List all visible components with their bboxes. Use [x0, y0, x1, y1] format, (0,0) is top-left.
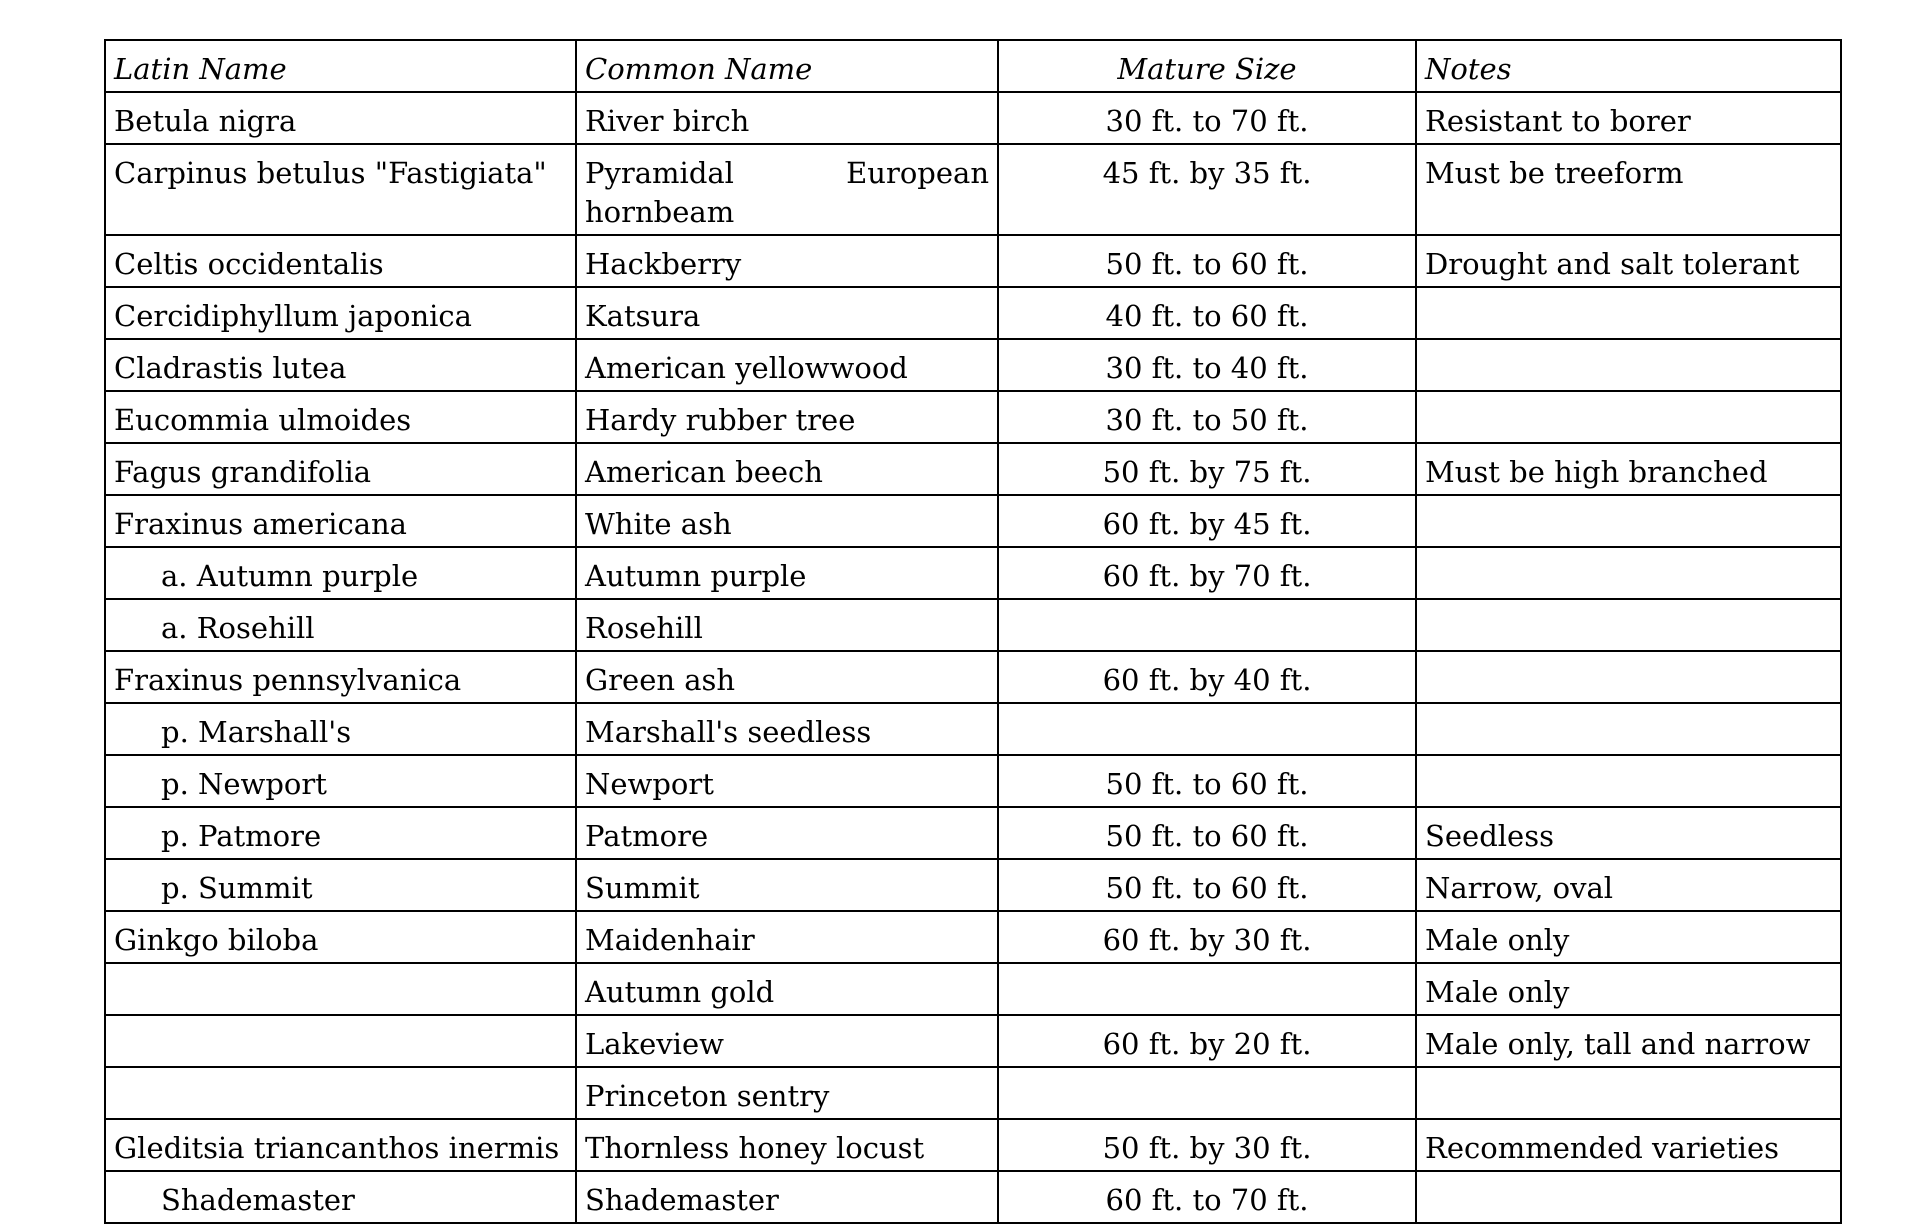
mature-size-cell	[998, 1067, 1416, 1119]
common-name-cell: Shademaster	[576, 1171, 998, 1223]
table-row	[105, 1067, 1841, 1119]
mature-size-cell: 40 ft. to 60 ft.	[998, 287, 1416, 339]
mature-size-cell: 60 ft. to 70 ft.	[998, 1171, 1416, 1223]
latin-name-cell: p. Newport	[105, 755, 576, 807]
latin-name-cell: Ginkgo biloba	[105, 911, 576, 963]
latin-name-cell: Fraxinus pennsylvanica	[105, 651, 576, 703]
mature-size-cell: 50 ft. to 60 ft.	[998, 755, 1416, 807]
notes-cell: Male only, tall and narrow	[1416, 1015, 1841, 1067]
common-name-cell: Patmore	[576, 807, 998, 859]
common-name-cell: Princeton sentry	[576, 1067, 998, 1119]
mature-size-cell: 50 ft. by 75 ft.	[998, 443, 1416, 495]
notes-cell: Resistant to borer	[1416, 92, 1841, 144]
latin-name-cell	[105, 963, 576, 1015]
notes-cell	[1416, 755, 1841, 807]
notes-cell	[1416, 1171, 1841, 1223]
notes-cell: Male only	[1416, 963, 1841, 1015]
latin-name-cell: a. Autumn purple	[105, 547, 576, 599]
latin-name-cell: Eucommia ulmoides	[105, 391, 576, 443]
common-name-cell: River birch	[576, 92, 998, 144]
latin-name-cell: Celtis occidentalis	[105, 235, 576, 287]
common-name-cell: Marshall's seedless	[576, 703, 998, 755]
table-row	[105, 911, 1841, 963]
mature-size-cell: 60 ft. by 45 ft.	[998, 495, 1416, 547]
mature-size-cell: 30 ft. to 50 ft.	[998, 391, 1416, 443]
common-name-cell: Pyramidal European hornbeam	[576, 144, 998, 235]
table-row	[105, 391, 1841, 443]
header-common-name: Common Name	[576, 40, 998, 92]
notes-cell	[1416, 599, 1841, 651]
notes-cell: Male only	[1416, 911, 1841, 963]
latin-name-cell: Fagus grandifolia	[105, 443, 576, 495]
table-row	[105, 859, 1841, 911]
common-name-cell: Katsura	[576, 287, 998, 339]
table-row	[105, 1171, 1841, 1223]
tree-species-table	[104, 39, 1842, 1224]
table-row	[105, 599, 1841, 651]
header-notes: Notes	[1416, 40, 1841, 92]
notes-cell: Seedless	[1416, 807, 1841, 859]
common-name-cell: White ash	[576, 495, 998, 547]
mature-size-cell: 50 ft. to 60 ft.	[998, 859, 1416, 911]
table-row	[105, 807, 1841, 859]
common-name-cell: Rosehill	[576, 599, 998, 651]
mature-size-cell: 30 ft. to 40 ft.	[998, 339, 1416, 391]
notes-cell	[1416, 339, 1841, 391]
notes-cell	[1416, 651, 1841, 703]
common-name-cell: Summit	[576, 859, 998, 911]
mature-size-cell: 50 ft. by 30 ft.	[998, 1119, 1416, 1171]
table-row	[105, 287, 1841, 339]
latin-name-cell	[105, 1015, 576, 1067]
tree-table-container	[104, 39, 1840, 1224]
notes-cell: Must be treeform	[1416, 144, 1841, 235]
latin-name-cell	[105, 1067, 576, 1119]
table-row	[105, 339, 1841, 391]
common-name-cell: Green ash	[576, 651, 998, 703]
latin-name-cell: Carpinus betulus "Fastigiata"	[105, 144, 576, 235]
notes-cell	[1416, 495, 1841, 547]
mature-size-cell: 50 ft. to 60 ft.	[998, 235, 1416, 287]
notes-cell	[1416, 703, 1841, 755]
table-row	[105, 495, 1841, 547]
mature-size-cell	[998, 599, 1416, 651]
table-header-row	[105, 40, 1841, 92]
notes-cell	[1416, 1067, 1841, 1119]
notes-cell: Recommended varieties	[1416, 1119, 1841, 1171]
table-row	[105, 651, 1841, 703]
common-name-cell: Autumn gold	[576, 963, 998, 1015]
latin-name-cell: Fraxinus americana	[105, 495, 576, 547]
latin-name-cell: Shademaster	[105, 1171, 576, 1223]
common-name-cell: Maidenhair	[576, 911, 998, 963]
common-name-cell: American beech	[576, 443, 998, 495]
notes-cell	[1416, 547, 1841, 599]
table-row	[105, 92, 1841, 144]
latin-name-cell: p. Patmore	[105, 807, 576, 859]
table-row	[105, 755, 1841, 807]
table-row	[105, 1015, 1841, 1067]
latin-name-cell: Betula nigra	[105, 92, 576, 144]
table-row	[105, 144, 1841, 235]
mature-size-cell: 60 ft. by 30 ft.	[998, 911, 1416, 963]
latin-name-cell: p. Summit	[105, 859, 576, 911]
table-row	[105, 547, 1841, 599]
table-row	[105, 443, 1841, 495]
latin-name-cell: Cladrastis lutea	[105, 339, 576, 391]
mature-size-cell	[998, 963, 1416, 1015]
mature-size-cell: 45 ft. by 35 ft.	[998, 144, 1416, 235]
mature-size-cell	[998, 703, 1416, 755]
common-name-cell: Newport	[576, 755, 998, 807]
common-name-cell: Hackberry	[576, 235, 998, 287]
table-row	[105, 235, 1841, 287]
common-name-cell: Hardy rubber tree	[576, 391, 998, 443]
notes-cell: Narrow, oval	[1416, 859, 1841, 911]
latin-name-cell: Gleditsia triancanthos inermis	[105, 1119, 576, 1171]
notes-cell	[1416, 287, 1841, 339]
common-name-cell: Autumn purple	[576, 547, 998, 599]
notes-cell	[1416, 391, 1841, 443]
notes-cell: Drought and salt tolerant	[1416, 235, 1841, 287]
table-row	[105, 963, 1841, 1015]
table-row	[105, 703, 1841, 755]
mature-size-cell: 60 ft. by 70 ft.	[998, 547, 1416, 599]
common-name-cell: Thornless honey locust	[576, 1119, 998, 1171]
mature-size-cell: 30 ft. to 70 ft.	[998, 92, 1416, 144]
latin-name-cell: Cercidiphyllum japonica	[105, 287, 576, 339]
header-mature-size: Mature Size	[998, 40, 1416, 92]
latin-name-cell: a. Rosehill	[105, 599, 576, 651]
mature-size-cell: 60 ft. by 20 ft.	[998, 1015, 1416, 1067]
common-name-cell: Lakeview	[576, 1015, 998, 1067]
latin-name-cell: p. Marshall's	[105, 703, 576, 755]
header-latin-name: Latin Name	[105, 40, 576, 92]
common-name-cell: American yellowwood	[576, 339, 998, 391]
mature-size-cell: 50 ft. to 60 ft.	[998, 807, 1416, 859]
notes-cell: Must be high branched	[1416, 443, 1841, 495]
table-row	[105, 1119, 1841, 1171]
mature-size-cell: 60 ft. by 40 ft.	[998, 651, 1416, 703]
